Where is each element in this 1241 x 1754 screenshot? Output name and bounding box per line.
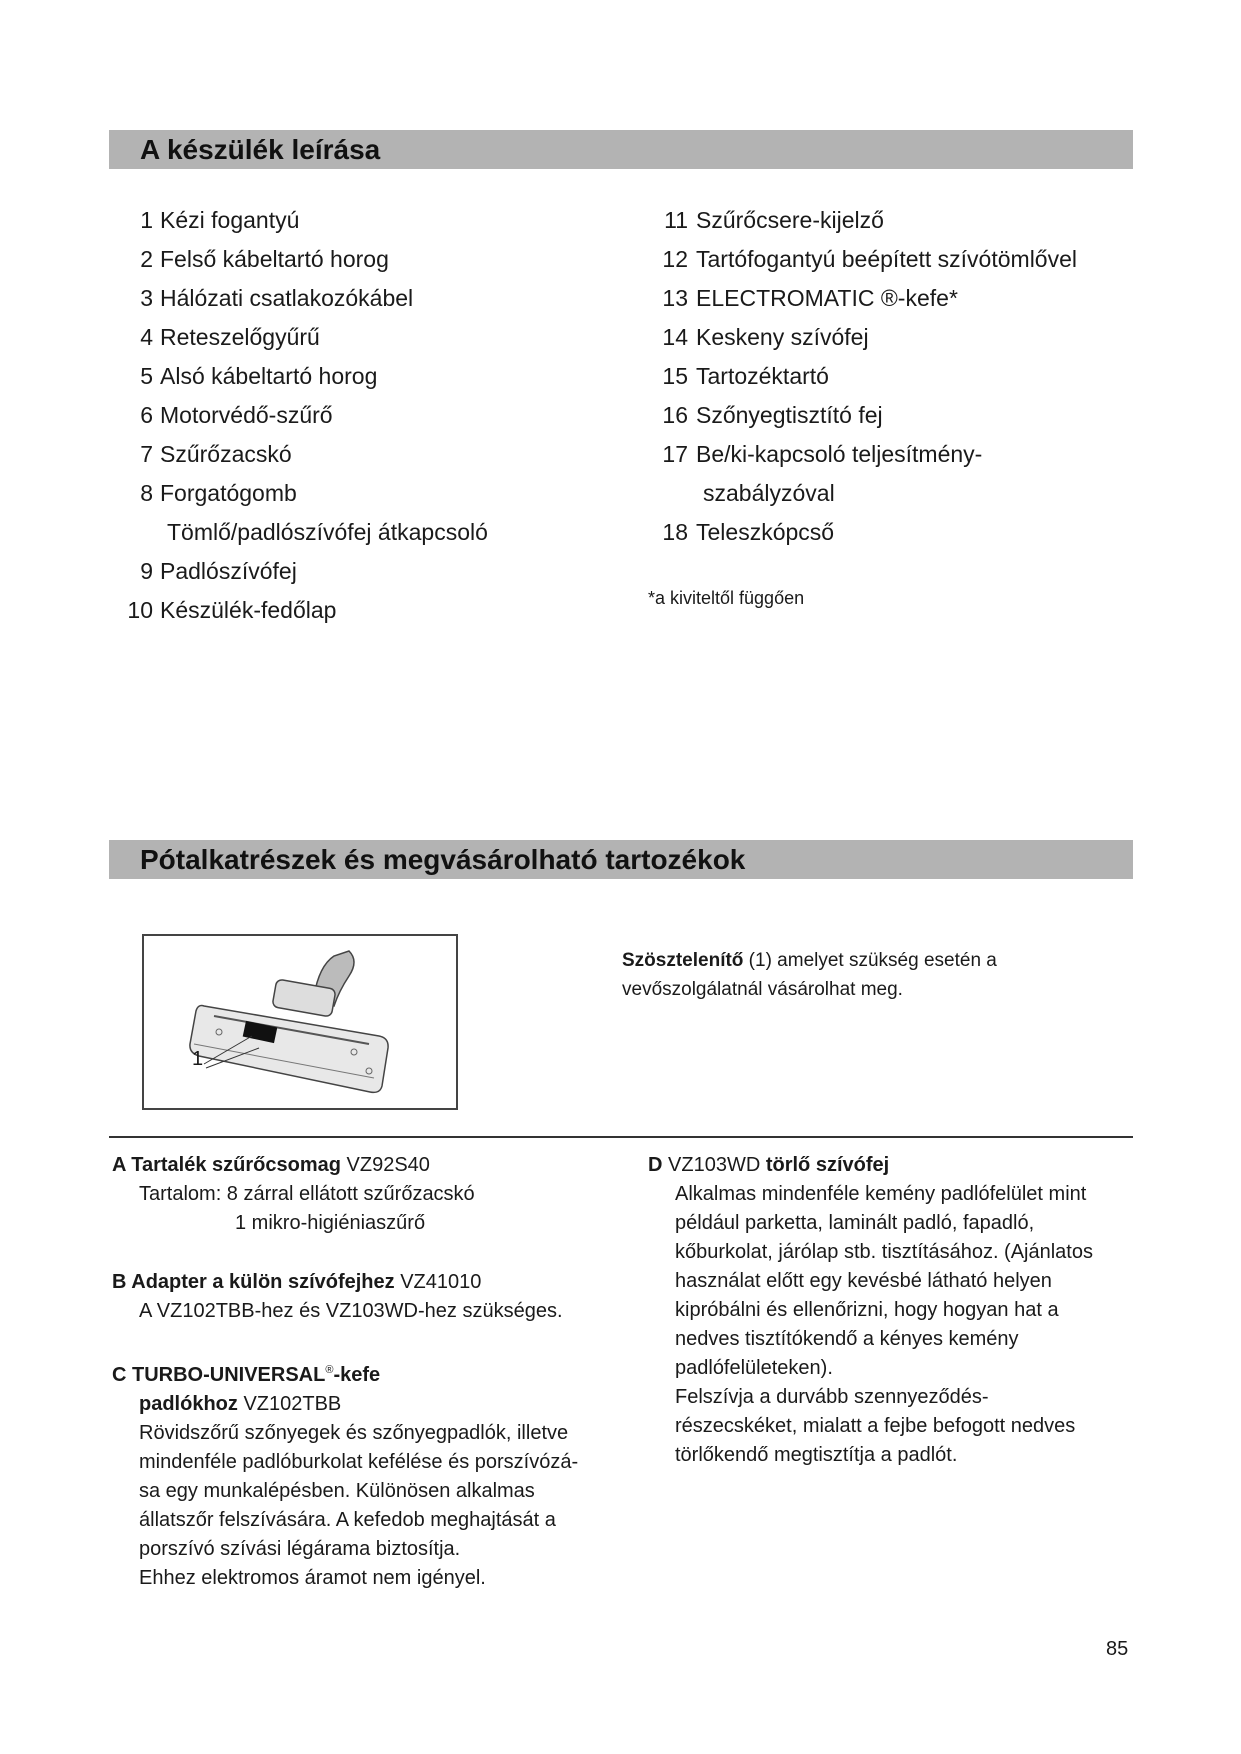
parts-list-item <box>0 552 600 591</box>
accessory-c-title <box>112 1356 578 1390</box>
accessory-c-line: állatszőr felszívására. A kefedob meghajtását a <box>139 1508 556 1531</box>
accessories-left-column <box>112 1151 578 1593</box>
accessory-c-name: C TURBO-UNIVERSAL <box>112 1363 326 1386</box>
item-number: 10 <box>127 597 153 623</box>
item-number: 11 <box>664 207 688 233</box>
item-number: 17 <box>662 441 688 467</box>
item-label: Kézi fogantyú <box>160 207 300 233</box>
accessory-d-name: törlő szívófej <box>765 1154 890 1176</box>
figure-callout-label: 1 <box>192 1048 204 1070</box>
floor-nozzle-figure <box>142 934 458 1110</box>
accessory-c-line: porszívó szívási légárama biztosítja. <box>139 1537 461 1560</box>
section-title-accessories: Pótalkatrészek és megvásárolható tartozékok <box>140 844 746 875</box>
accessory-c-subtitle <box>112 1390 578 1419</box>
item-number: 15 <box>662 363 688 389</box>
item-number: 9 <box>140 558 153 584</box>
footnote: *a kiviteltől függően <box>648 588 805 608</box>
item-number: 8 <box>140 480 153 506</box>
item-number: 7 <box>140 441 153 467</box>
item-number: 18 <box>662 519 688 545</box>
accessory-d-line: törlőkendő megtisztítja a padlót. <box>675 1444 958 1466</box>
accessory-d-line: Felszívja a durvább szennyeződés- <box>675 1386 989 1408</box>
item-number: 14 <box>662 324 688 350</box>
accessory-c-line: Rövidszőrű szőnyegek és szőnyegpadlók, illetve <box>139 1421 569 1444</box>
item-label: Hálózati csatlakozókábel <box>160 285 414 311</box>
item-label: Reteszelőgyűrű <box>160 324 320 350</box>
parts-list-item <box>0 474 1241 513</box>
accessory-c-name-2: padlókhoz <box>139 1392 238 1415</box>
item-label: ELECTROMATIC ®-kefe* <box>696 285 958 311</box>
parts-list-right <box>0 201 1241 552</box>
item-label: Motorvédő-szűrő <box>160 402 333 428</box>
accessory-d-code: VZ103WD <box>668 1154 761 1176</box>
item-label: Forgatógomb <box>160 480 297 506</box>
item-label: Szőnyegtisztító fej <box>696 402 883 428</box>
accessory-d-line: használat előtt egy kevésbé látható helyen <box>675 1270 1052 1292</box>
item-label: Alsó kábeltartó horog <box>160 363 378 389</box>
accessory-c-line: mindenféle padlóburkolat kefélése és porszívózá- <box>139 1450 579 1473</box>
accessory-d-line: padlófelületeken). <box>675 1357 833 1379</box>
item-label: Be/ki-kapcsoló teljesítmény- <box>696 441 983 467</box>
parts-list-item <box>0 591 600 630</box>
accessory-b-name: B Adapter a külön szívófejhez <box>112 1271 395 1293</box>
item-number: 3 <box>140 285 153 311</box>
parts-list-item <box>0 240 1241 279</box>
item-number: 5 <box>140 363 153 389</box>
parts-list-item <box>0 396 1241 435</box>
accessory-d-line: kőburkolat, járólap stb. tisztításához. (Ajánlatos <box>675 1241 1093 1263</box>
item-label: Teleszkópcső <box>696 519 835 545</box>
parts-list-item <box>0 435 1241 474</box>
page-number: 85 <box>1106 1638 1129 1660</box>
accessory-b-code: VZ41010 <box>400 1271 482 1293</box>
accessory-c-code: VZ102TBB <box>243 1392 342 1415</box>
item-label: Felső kábeltartó horog <box>160 246 389 272</box>
item-label: Szűrőcsere-kijelző <box>696 207 884 233</box>
parts-list-item <box>0 318 1241 357</box>
item-label: Tömlő/padlószívófej átkapcsoló <box>167 519 488 545</box>
accessory-d-line: részecskéket, mialatt a fejbe befogott nedves <box>675 1415 1076 1437</box>
accessory-c-line: Ehhez elektromos áramot nem igényel. <box>139 1566 486 1589</box>
item-label: Készülék-fedőlap <box>160 597 337 623</box>
item-label: Padlószívófej <box>160 558 297 584</box>
item-number: 16 <box>662 402 688 428</box>
accessory-a-name: A Tartalék szűrőcsomag <box>112 1154 341 1176</box>
item-number: 6 <box>140 402 153 428</box>
item-label: Tartozéktartó <box>696 363 829 389</box>
section-heading-bar <box>109 840 1133 879</box>
accessory-c-name-suffix: -kefe <box>333 1363 381 1386</box>
section-title-description: A készülék leírása <box>140 134 381 165</box>
item-label: Keskeny szívófej <box>696 324 869 350</box>
accessories-right-column <box>648 1151 1093 1470</box>
accessory-a-title <box>112 1151 578 1180</box>
lint-remover-name: Szösztelenítő <box>622 950 744 971</box>
accessory-a-line: Tartalom: 8 zárral ellátott szűrőzacskó <box>139 1183 475 1205</box>
item-label: Tartófogantyú beépített szívótömlővel <box>696 246 1077 272</box>
accessory-b-title <box>112 1268 578 1297</box>
parts-list-item <box>0 357 1241 396</box>
item-label: szabályzóval <box>703 480 835 506</box>
accessory-a-line: 1 mikro-higiéniaszűrő <box>235 1212 426 1234</box>
accessory-b-line: A VZ102TBB-hez és VZ103WD-hez szükséges. <box>139 1300 563 1322</box>
item-number: 1 <box>140 207 153 233</box>
accessory-d-line: nedves tisztítókendő a kényes kemény <box>675 1328 1019 1350</box>
item-number: 13 <box>662 285 688 311</box>
floor-nozzle-illustration <box>144 936 456 1108</box>
accessory-d-line: Alkalmas mindenféle kemény padlófelület mint <box>675 1183 1087 1205</box>
accessory-a-code: VZ92S40 <box>346 1154 430 1176</box>
section-heading-bar <box>109 130 1133 169</box>
item-number: 4 <box>140 324 153 350</box>
item-label: Szűrőzacskó <box>160 441 292 467</box>
item-number: 2 <box>140 246 153 272</box>
accessory-d-letter: D <box>648 1154 663 1176</box>
divider <box>109 1136 1133 1138</box>
accessory-d-title <box>648 1151 1093 1180</box>
parts-list-item <box>0 513 1241 552</box>
item-number: 12 <box>662 246 688 272</box>
accessory-d-line: kipróbálni és ellenőrizni, hogy hogyan hat a <box>675 1299 1059 1321</box>
parts-list-item <box>0 279 1241 318</box>
registered-mark: ® <box>325 1364 334 1376</box>
accessory-c-line: sa egy munkalépésben. Különösen alkalmas <box>139 1479 535 1502</box>
lint-remover-text: (1) amelyet szükség esetén a vevőszolgálatnál vásárolhat meg. <box>622 950 997 1000</box>
parts-list-item <box>0 201 1241 240</box>
lint-remover-description <box>622 946 1042 1004</box>
accessory-d-line: például parketta, laminált padló, fapadló, <box>675 1212 1035 1234</box>
